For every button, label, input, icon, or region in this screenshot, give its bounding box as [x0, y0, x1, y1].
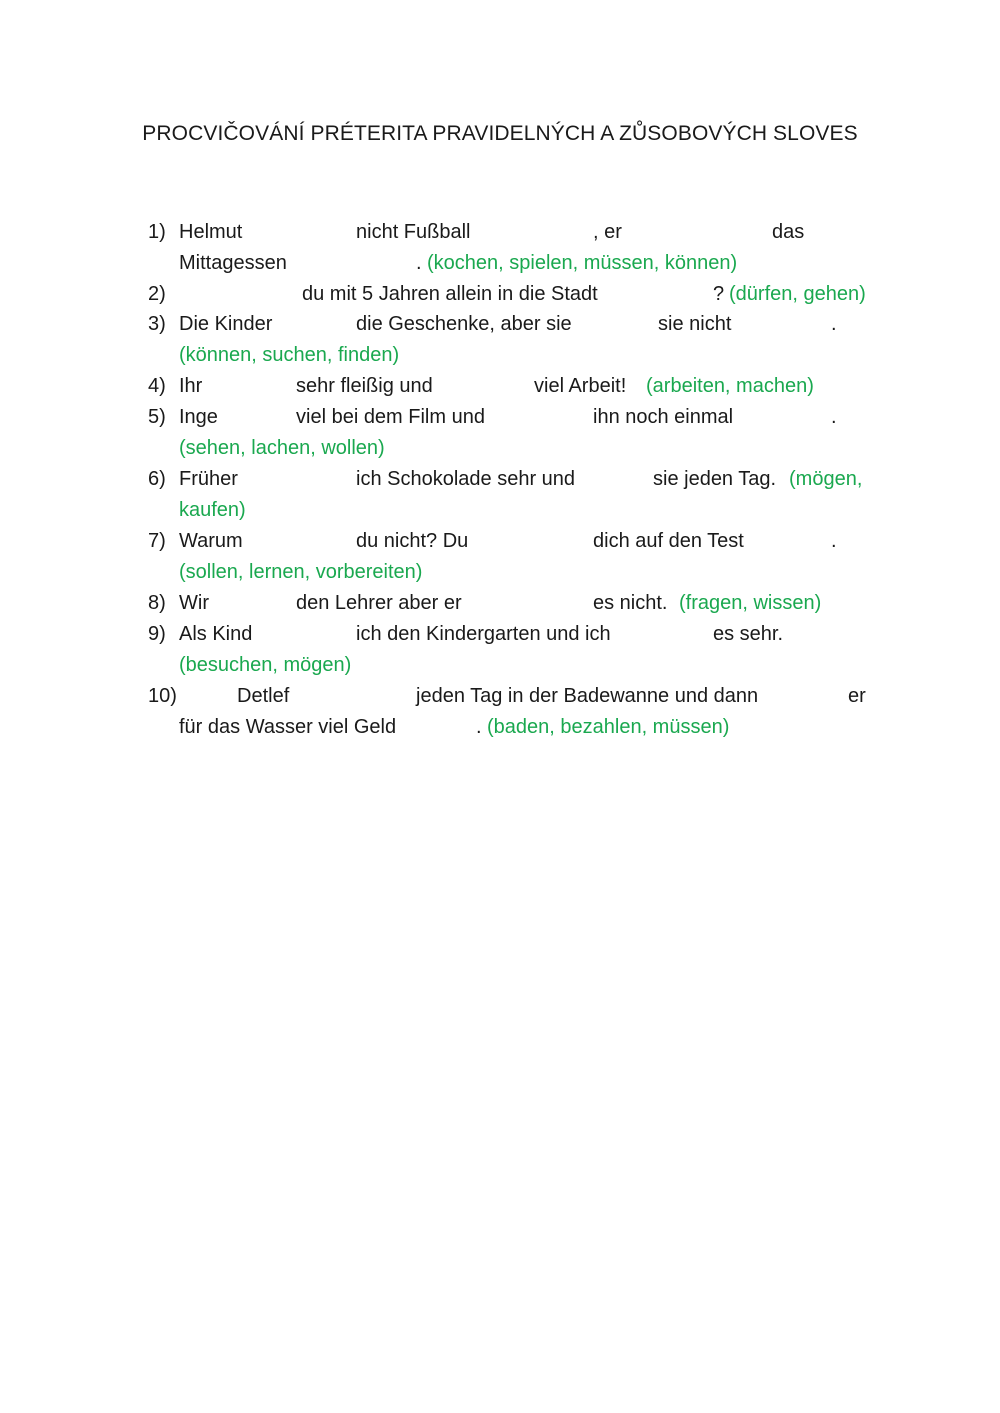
exercise-10-line-1 — [0, 681, 1000, 711]
sentence-part: . — [831, 313, 837, 335]
verb-hint: (dürfen, gehen) — [729, 283, 866, 305]
sentence-part: er — [848, 685, 866, 707]
sentence-part: Warum — [179, 530, 243, 552]
sentence-part: Detlef — [237, 685, 290, 707]
verb-hint: kaufen) — [179, 499, 246, 521]
sentence-part: Mittagessen — [179, 252, 287, 274]
sentence-part: sie nicht — [658, 313, 732, 335]
sentence-part: Helmut — [179, 221, 243, 243]
sentence-part: sehr fleißig und — [296, 375, 433, 397]
sentence-part: viel bei dem Film und — [296, 406, 485, 428]
verb-hint: (arbeiten, machen) — [646, 375, 814, 397]
exercise-number: 7) — [148, 530, 166, 552]
exercise-number: 2) — [148, 283, 166, 305]
sentence-part: den Lehrer aber er — [296, 592, 462, 614]
sentence-part: für das Wasser viel Geld — [179, 716, 397, 738]
exercise-number: 4) — [148, 375, 166, 397]
sentence-part: die Geschenke, aber sie — [356, 313, 572, 335]
sentence-part: Wir — [179, 592, 209, 614]
sentence-part: . — [476, 716, 482, 738]
exercise-7-line-2 — [0, 557, 1000, 587]
exercise-3-line-2 — [0, 340, 1000, 370]
page-title: PROCVIČOVÁNÍ PRÉTERITA PRAVIDELNÝCH A ZŮSOBOVÝCH SLOVES — [142, 122, 858, 145]
sentence-part: jeden Tag in der Badewanne und dann — [416, 685, 759, 707]
exercise-number: 8) — [148, 592, 166, 614]
sentence-part: . — [831, 406, 837, 428]
exercise-3-line-1 — [0, 309, 1000, 339]
sentence-part: ich den Kindergarten und ich — [356, 623, 611, 645]
exercise-5-line-2 — [0, 433, 1000, 463]
sentence-part: es sehr. — [713, 623, 784, 645]
verb-hint: (mögen, — [789, 468, 863, 490]
sentence-part: , er — [593, 221, 622, 243]
exercise-8-line-1 — [0, 588, 1000, 618]
verb-hint: (kochen, spielen, müssen, können) — [427, 252, 738, 274]
sentence-part: Ihr — [179, 375, 203, 397]
verb-hint: (fragen, wissen) — [679, 592, 822, 614]
sentence-part: nicht Fußball — [356, 221, 471, 243]
exercise-number: 6) — [148, 468, 166, 490]
exercise-9-line-1 — [0, 619, 1000, 649]
verb-hint: (sehen, lachen, wollen) — [179, 437, 385, 459]
sentence-part: . — [831, 530, 837, 552]
sentence-part: Früher — [179, 468, 238, 490]
verb-hint: (können, suchen, finden) — [179, 344, 400, 366]
sentence-part: dich auf den Test — [593, 530, 744, 552]
exercise-number: 3) — [148, 313, 166, 335]
exercise-1-line-1 — [0, 217, 1000, 247]
exercise-number: 9) — [148, 623, 166, 645]
exercise-4-line-1 — [0, 371, 1000, 401]
verb-hint: (besuchen, mögen) — [179, 654, 352, 676]
sentence-part: sie jeden Tag. — [653, 468, 777, 490]
sentence-part: Als Kind — [179, 623, 253, 645]
verb-hint: (baden, bezahlen, müssen) — [487, 716, 730, 738]
exercise-1-line-2 — [0, 248, 1000, 278]
sentence-part: es nicht. — [593, 592, 668, 614]
sentence-part: du mit 5 Jahren allein in die Stadt — [302, 283, 598, 305]
sentence-part: ich Schokolade sehr und — [356, 468, 576, 490]
exercise-6-line-1 — [0, 464, 1000, 494]
exercise-number: 1) — [148, 221, 166, 243]
exercise-10-line-2 — [0, 712, 1000, 742]
sentence-part: du nicht? Du — [356, 530, 469, 552]
exercise-number: 10) — [148, 685, 177, 707]
exercise-6-line-2 — [0, 495, 1000, 525]
sentence-part: das — [772, 221, 805, 243]
sentence-part: . — [416, 252, 422, 274]
exercise-2-line-1 — [0, 279, 1000, 309]
verb-hint: (sollen, lernen, vorbereiten) — [179, 561, 423, 583]
sentence-part: ? — [713, 283, 725, 305]
exercise-5-line-1 — [0, 402, 1000, 432]
sentence-part: viel Arbeit! — [534, 375, 627, 397]
sentence-part: Die Kinder — [179, 313, 273, 335]
exercise-9-line-2 — [0, 650, 1000, 680]
sentence-part: ihn noch einmal — [593, 406, 734, 428]
sentence-part: Inge — [179, 406, 218, 428]
exercise-number: 5) — [148, 406, 166, 428]
exercise-7-line-1 — [0, 526, 1000, 556]
